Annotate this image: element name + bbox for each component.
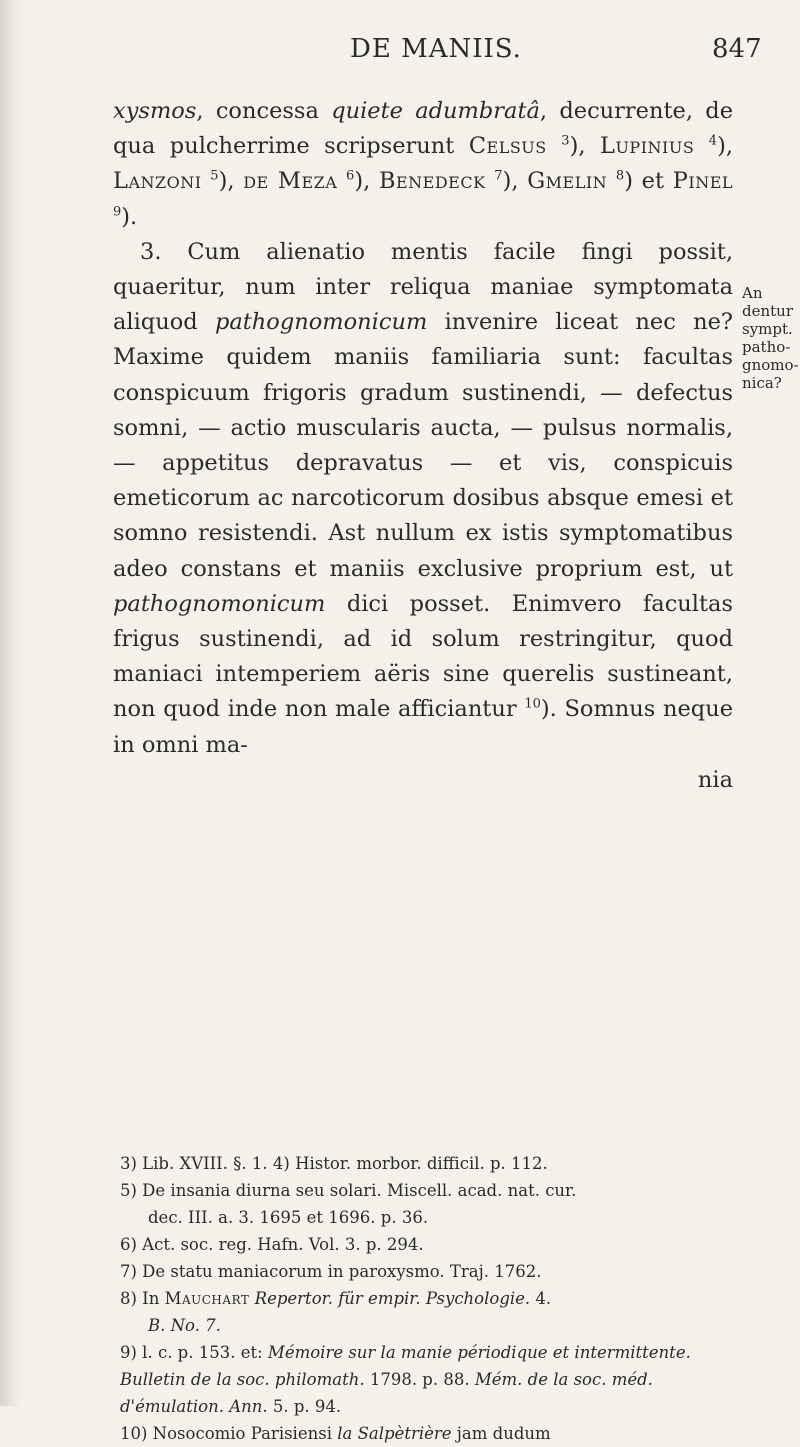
author-name: Lanzoni bbox=[113, 168, 202, 195]
text-run: jam dudum bbox=[451, 1424, 551, 1443]
running-title: DE MANIIS. bbox=[350, 34, 522, 64]
author-name: Pinel bbox=[672, 168, 733, 195]
text-run: 9) l. c. p. 153. et: bbox=[120, 1343, 268, 1362]
footnote-continuation: dec. III. a. 3. 1695 et 1696. p. 36. bbox=[148, 1208, 429, 1227]
footnote bbox=[120, 1285, 740, 1312]
author-name: Mauchart bbox=[164, 1289, 250, 1308]
paragraph-continuation bbox=[113, 94, 733, 235]
footnote-ref: 6 bbox=[346, 168, 355, 184]
text-run: 3. Cum alienatio mentis facile fingi possit, quaeritur, num inter reliqua maniae symptomata aliquod bbox=[113, 238, 733, 336]
text-run: quiete adumbratâ bbox=[331, 98, 540, 124]
text-run: dici posset. Enimvero facultas frigus sustinendi, ad id solum restringitur, quod maniaci intemperiem aëris sine querelis sustineant, non quod inde non male afficiantur bbox=[113, 590, 733, 723]
text-run: ) et bbox=[624, 168, 673, 195]
footnote: 6) Act. soc. reg. Hafn. Vol. 3. p. 294. bbox=[120, 1235, 424, 1254]
footnote-ref: 4 bbox=[708, 133, 718, 149]
text-run: ), bbox=[502, 168, 528, 195]
text-run: ). bbox=[121, 203, 138, 230]
footnote-continuation: B. No. 7. bbox=[148, 1316, 221, 1335]
author-name: Celsus bbox=[468, 133, 547, 160]
paragraph-3 bbox=[113, 235, 733, 763]
author-name: Benedeck bbox=[378, 168, 486, 195]
footnote bbox=[120, 1420, 740, 1447]
text-run: xysmos bbox=[113, 98, 197, 124]
marginal-line: patho- bbox=[742, 338, 791, 356]
footnote: 5) De insania diurna seu solari. Miscell. acad. nat. cur. bbox=[120, 1181, 577, 1200]
text-run: , concessa bbox=[196, 98, 332, 124]
marginal-line: gnomo- bbox=[742, 356, 799, 374]
footnote: 3) Lib. XVIII. §. 1. 4) Histor. morbor. difficil. p. 112. bbox=[120, 1154, 548, 1173]
footnote-ref: 8 bbox=[615, 168, 625, 184]
author-name: de Meza bbox=[243, 168, 338, 195]
footnote-ref: 3 bbox=[561, 133, 570, 149]
marginal-line: nica? bbox=[742, 374, 782, 392]
text-run: ), bbox=[569, 133, 600, 160]
footnote-ref: 9 bbox=[113, 204, 122, 220]
footnote bbox=[120, 1339, 740, 1420]
text-run: Repertor. für empir. Psychologie. bbox=[254, 1289, 531, 1308]
marginal-line: sympt. bbox=[742, 320, 793, 338]
main-text bbox=[113, 94, 733, 798]
text-run: ), bbox=[354, 168, 379, 195]
footnote-ref: 7 bbox=[494, 168, 503, 184]
author-name: Lupinius bbox=[600, 133, 695, 160]
marginal-note bbox=[742, 284, 800, 392]
text-run: la Salpètrière bbox=[337, 1424, 452, 1443]
footnote: 7) De statu maniacorum in paroxysmo. Traj. 1762. bbox=[120, 1262, 542, 1281]
footnotes bbox=[120, 1150, 740, 1447]
text-run: 5. p. 94. bbox=[267, 1397, 342, 1416]
text-run: invenire liceat nec ne? Maxime quidem maniis familiaria sunt: facultas conspicuum frigoris gradum sustinendi, — defectus somni, — actio muscularis aucta, — pulsus normalis, — appetitus depravatus — et vis, conspicuis emeticorum ac narcoticorum dosibus absque emesi et somno resistendi. Ast nullum ex istis symptomatibus adeo constans et maniis exclusive proprium est, ut bbox=[113, 309, 733, 582]
text-run: 1798. p. 88. bbox=[364, 1370, 475, 1389]
text-run: ). Somnus neque in omni ma- bbox=[113, 696, 734, 758]
text-run: 8) In bbox=[120, 1289, 165, 1308]
page-number: 847 bbox=[712, 34, 762, 64]
footnote-ref: 10 bbox=[524, 696, 541, 712]
text-run: Mém. de la soc. méd. d'émulation. Ann. bbox=[120, 1370, 653, 1416]
marginal-line: An dentur bbox=[742, 284, 793, 320]
text-run: pathognomonicum bbox=[113, 590, 326, 617]
text-run: Mémoire sur la manie périodique et intermittente. Bulletin de la soc. philomath. bbox=[120, 1343, 691, 1389]
binding-shadow bbox=[0, 0, 22, 1406]
running-head bbox=[0, 30, 800, 70]
author-name: Gmelin bbox=[527, 168, 608, 195]
text-run: ), bbox=[218, 168, 244, 195]
text-run: 4. bbox=[530, 1289, 552, 1308]
text-run: 10) Nosocomio Parisiensi bbox=[120, 1424, 338, 1443]
text-run: pathognomonicum bbox=[214, 309, 428, 336]
text-run: , decurrente, de qua pulcherrime scripserunt bbox=[113, 98, 734, 160]
footnote-ref: 5 bbox=[210, 168, 219, 184]
text-run: ), bbox=[717, 133, 734, 160]
catchword: nia bbox=[697, 766, 733, 793]
